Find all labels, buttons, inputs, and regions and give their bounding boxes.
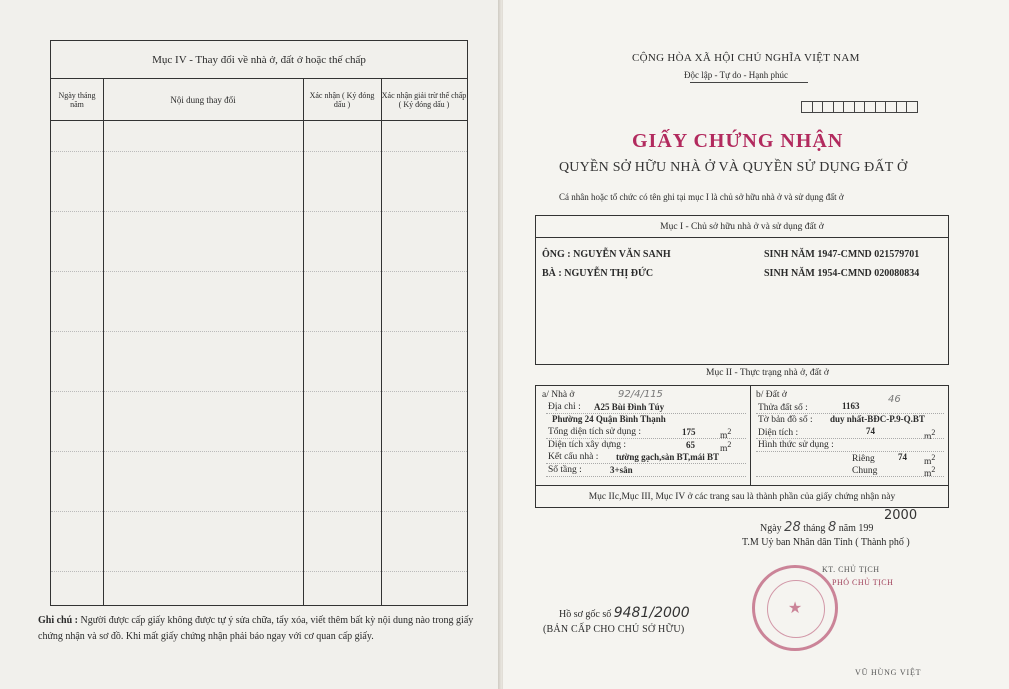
build-area-unit: $m^2$ <box>720 440 732 455</box>
file-number-label: Hồ sơ gốc số <box>559 609 612 620</box>
certificate-subtitle: QUYỀN SỞ HỮU NHÀ Ở VÀ QUYỀN SỬ DỤNG ĐẤT Ở <box>559 160 908 175</box>
vice-chairman-title: PHÓ CHỦ TỊCH <box>832 578 894 587</box>
map-sheet-value: duy nhất-BĐC-P.9-Q.BT <box>830 414 925 424</box>
row-guide <box>51 391 467 392</box>
owner-name: BÀ : NGUYỄN THỊ ĐỨC <box>542 268 654 279</box>
issue-date <box>760 520 873 535</box>
land-heading: b/ Đất ở <box>756 390 787 400</box>
year-label: năm 199 <box>838 523 874 534</box>
floors-value: 3+sân <box>610 465 633 475</box>
total-area-unit: $m^2$ <box>720 427 732 442</box>
month-handwritten: 8 <box>827 520 837 535</box>
floors-label: Số tầng : <box>548 465 582 475</box>
address-line2: Phường 24 Quận Bình Thạnh <box>552 414 666 424</box>
house-number-handwritten: 92/4/115 <box>618 389 663 400</box>
section-i-box <box>535 215 949 365</box>
header-change-content: Nội dung thay đổi <box>170 94 236 105</box>
file-number-handwritten: 9481/2000 <box>613 605 690 621</box>
row-guide <box>51 511 467 512</box>
issuing-authority: T.M Uỷ ban Nhân dân Tỉnh ( Thành phố ) <box>742 537 910 548</box>
plot-label: Thửa đất số : <box>758 403 808 413</box>
map-sheet-label: Tờ bản đồ số : <box>758 415 813 425</box>
total-area-value: 175 <box>682 427 696 437</box>
motto-underline <box>690 82 808 83</box>
note-text: Người được cấp giấy không được tự ý sửa chữa, tẩy xóa, viết thêm bất kỳ nội dung nào trong giấy chứng nhận và sơ đồ. Khi mất giấy chứng nhận phải báo ngay với cơ quan cấp giấy. <box>38 615 474 642</box>
column-divider <box>381 79 382 605</box>
house-heading: a/ Nhà ở <box>542 390 575 400</box>
usage-form-label: Hình thức sử dụng : <box>758 440 834 450</box>
address-line1: A25 Bùi Đình Túy <box>594 402 665 412</box>
year-handwritten: 2000 <box>884 508 918 523</box>
month-label: tháng <box>803 523 826 534</box>
signer-name: VŨ HÙNG VIỆT <box>855 668 922 677</box>
owner-info: SINH NĂM 1947-CMND 021579701 <box>764 249 920 260</box>
national-motto: Độc lập - Tự do - Hạnh phúc <box>684 70 788 80</box>
row-guide <box>51 211 467 212</box>
section-iv-table <box>50 40 468 606</box>
row-guide <box>51 151 467 152</box>
owner-info: SINH NĂM 1954-CMND 020080834 <box>764 268 920 279</box>
address-label: Địa chỉ : <box>548 402 581 412</box>
certificate-title: GIẤY CHỨNG NHẬN <box>632 130 844 152</box>
private-value: 74 <box>898 452 907 462</box>
land-area-value: 74 <box>866 426 875 436</box>
section-ii-title: Mục II - Thực trạng nhà ở, đất ở <box>706 368 829 378</box>
section-iv-title: Mục IV - Thay đổi về nhà ở, đất ở hoặc thế chấp <box>51 41 467 79</box>
row-guide <box>51 331 467 332</box>
row-guide <box>51 571 467 572</box>
section-ii-divider <box>750 386 751 485</box>
land-area-unit: $m^2$ <box>924 428 936 443</box>
land-area-label: Diện tích : <box>758 428 799 438</box>
build-area-value: 65 <box>686 440 695 450</box>
day-handwritten: 28 <box>784 520 801 535</box>
section-ii-footer: Mục IIc,Mục III, Mục IV ở các trang sau là thành phần của giấy chứng nhận này <box>536 485 948 507</box>
copy-for-owner: (BẢN CẤP CHO CHỦ SỞ HỮU) <box>543 624 685 635</box>
header-mortgage-release: Xác nhận giải trừ thế chấp ( Ký đóng dấu ) <box>381 91 467 109</box>
header-date: Ngày tháng năm <box>58 91 96 109</box>
serial-number-boxes <box>802 101 918 113</box>
day-label: Ngày <box>760 523 782 534</box>
row-guide <box>51 451 467 452</box>
structure-value: tường gạch,sàn BT,mái BT <box>616 452 719 462</box>
chairman-title: KT. CHỦ TỊCH <box>822 565 880 574</box>
column-divider <box>103 79 104 605</box>
column-divider <box>303 79 304 605</box>
republic-heading: CỘNG HÒA XÃ HỘI CHỦ NGHĨA VIỆT NAM <box>632 52 860 64</box>
private-unit: $m^2$ <box>924 453 936 468</box>
row-guide <box>51 271 467 272</box>
structure-label: Kết cấu nhà : <box>548 452 599 462</box>
build-area-label: Diện tích xây dựng : <box>548 440 626 450</box>
note-label: Ghi chú : <box>38 615 79 626</box>
shared-label: Chung <box>852 466 878 476</box>
section-i-title: Mục I - Chủ sở hữu nhà ở và sử dụng đất ở <box>536 216 948 238</box>
usage-note <box>38 613 478 645</box>
file-number <box>559 605 690 621</box>
total-area-label: Tổng diện tích sử dụng : <box>548 427 642 437</box>
shared-unit: $m^2$ <box>924 465 936 480</box>
left-page <box>0 0 500 689</box>
header-confirmation: Xác nhận ( Ký đóng dấu ) <box>309 91 375 109</box>
plot-value: 1163 <box>842 401 860 411</box>
section-ii-box <box>535 385 949 508</box>
owner-name: ÔNG : NGUYỄN VĂN SANH <box>542 249 671 260</box>
certificate-intro: Cá nhân hoặc tổ chức có tên ghi tại mục I là chủ sở hữu nhà ở và sử dụng đất ở <box>559 192 844 202</box>
plot-handwritten: 46 <box>888 394 901 405</box>
section-iv-header-row <box>51 79 467 121</box>
private-label: Riêng <box>852 454 875 464</box>
official-seal-icon: ★ <box>752 565 838 651</box>
